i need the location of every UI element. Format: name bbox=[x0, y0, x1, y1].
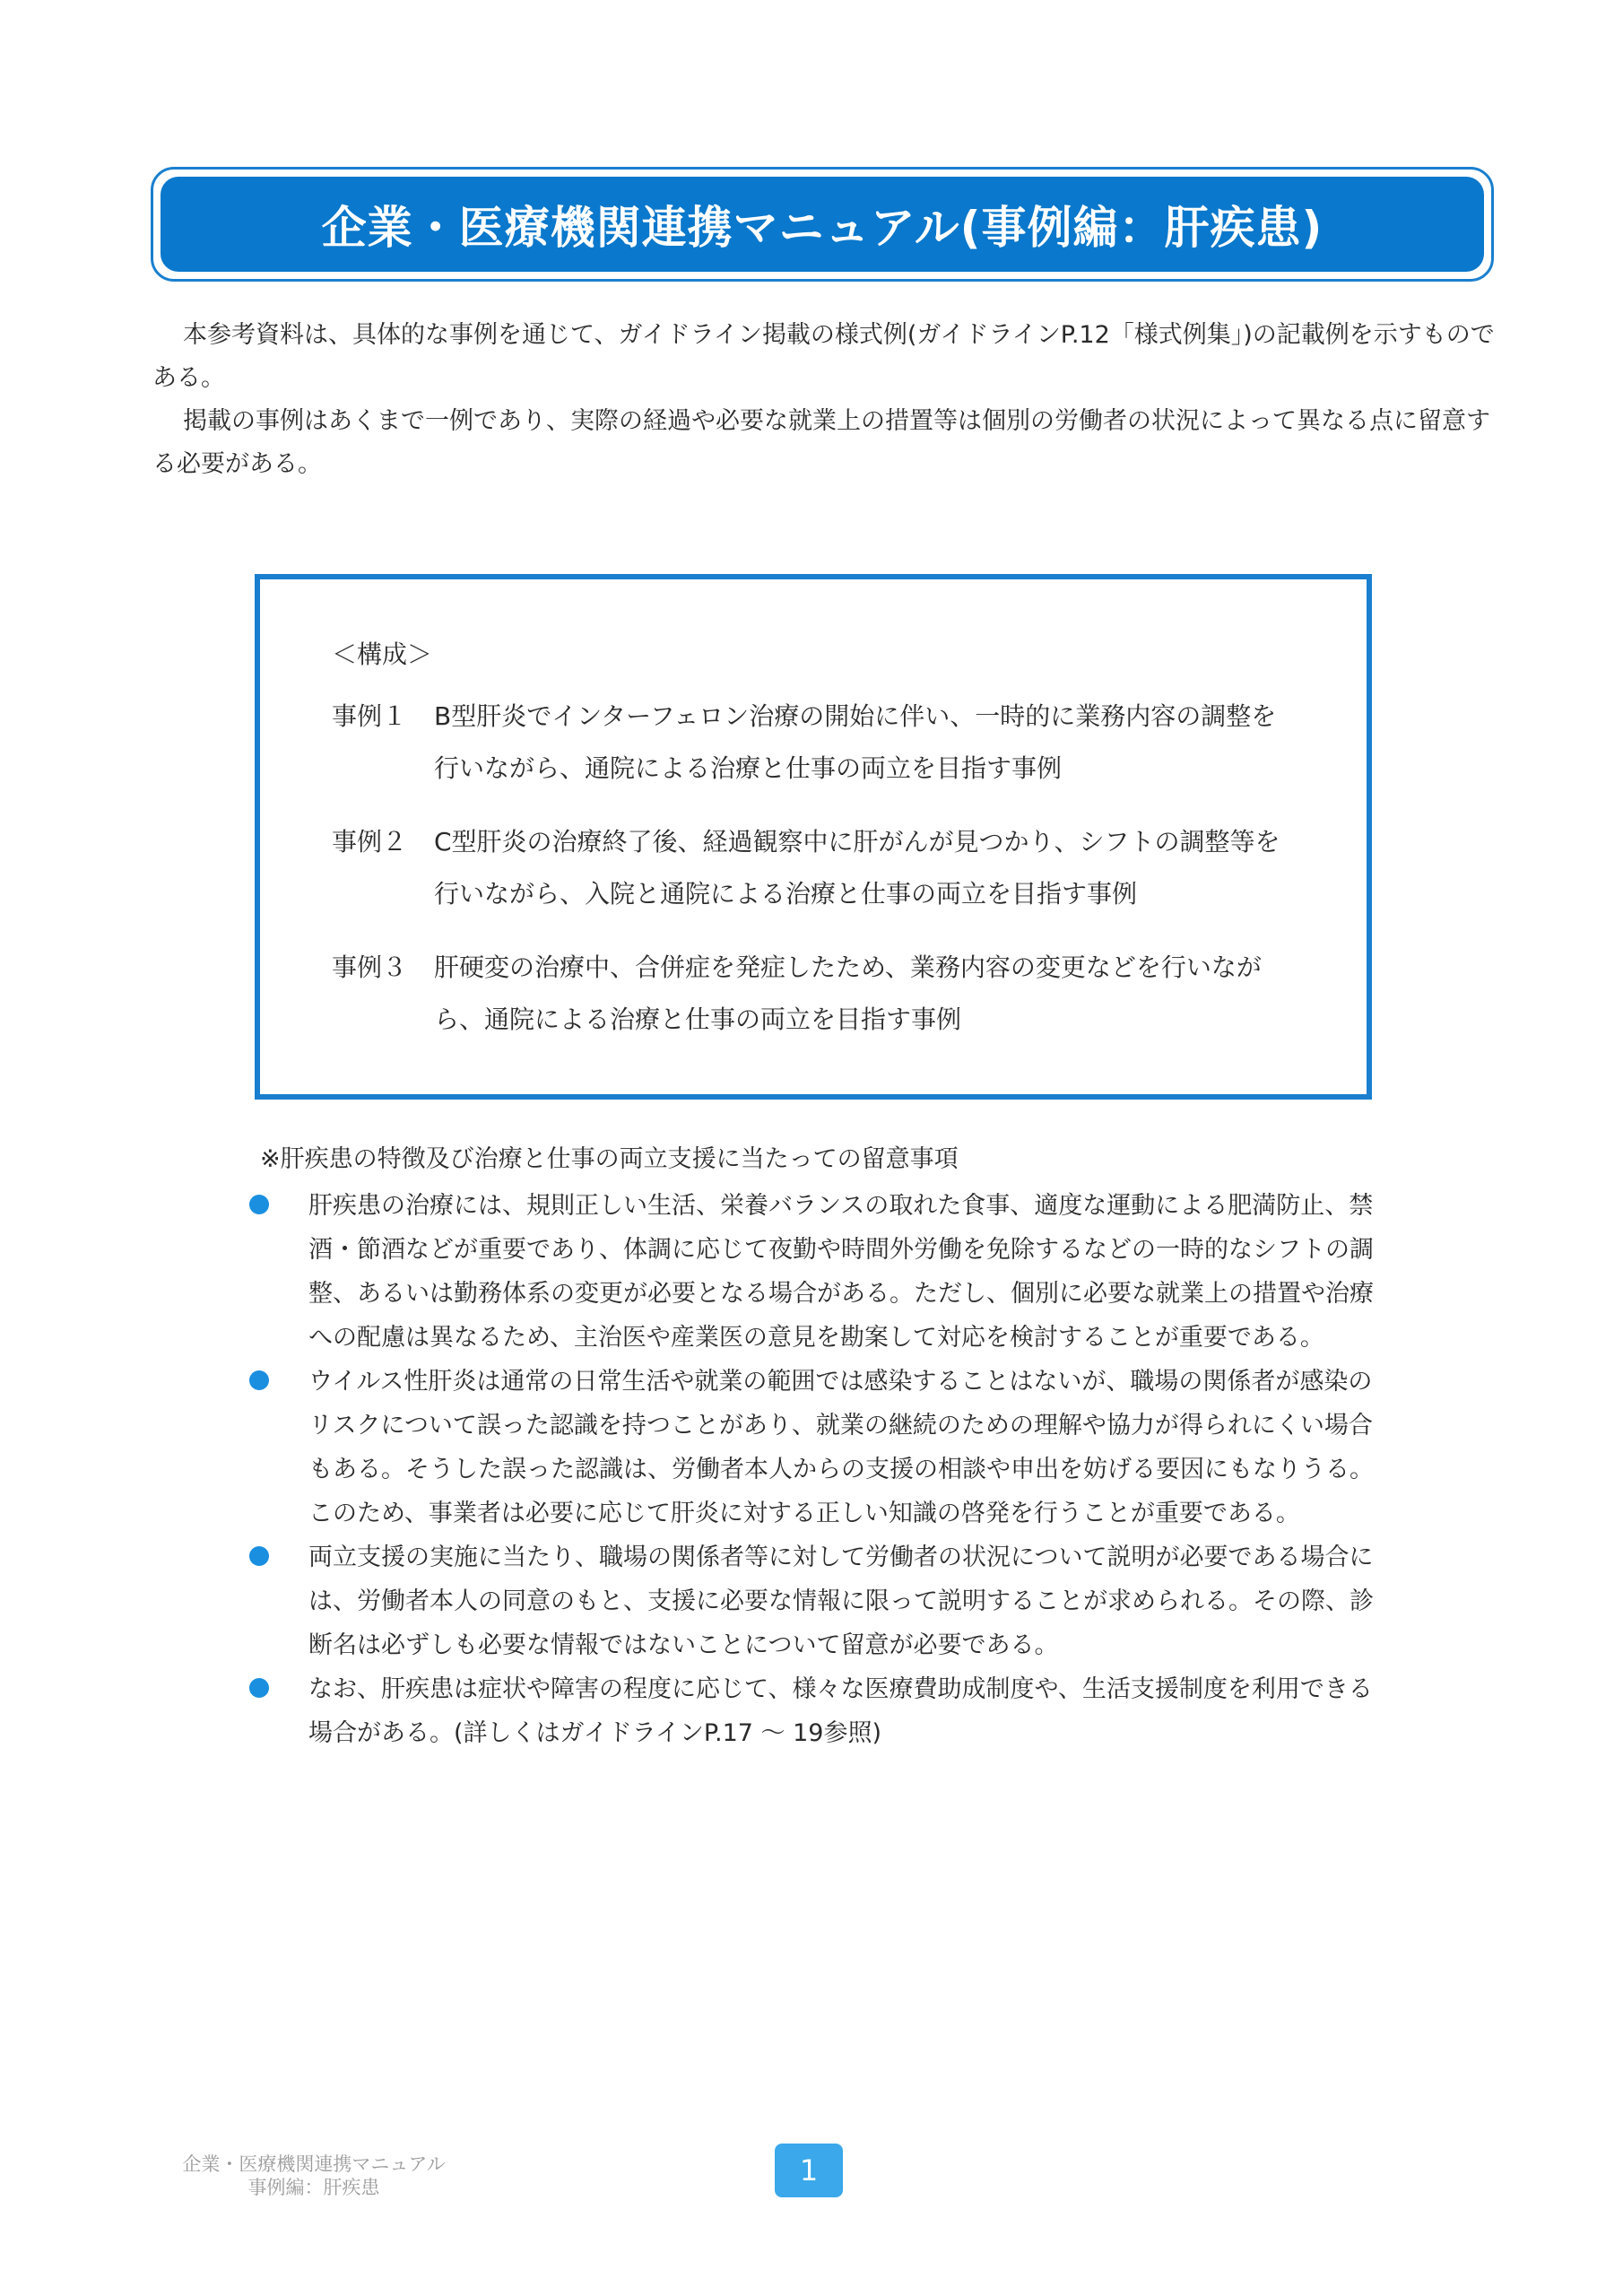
note-text: 肝疾患の治療には、規則正しい生活、栄養バランスの取れた食事、適度な運動による肥満防止、禁酒・節酒などが重要であり、体調に応じて夜勤や時間外労働を免除するなどの一時的なシフトの調整、あるいは勤務体系の変更が必要となる場合がある。ただし、個別に必要な就業上の措置や治療への配慮は異なるため、主治医や産業医の意見を勘案して対応を検討することが重要である。 bbox=[308, 1192, 1374, 1352]
note-item bbox=[260, 1535, 1390, 1667]
intro-paragraph-2: 掲載の事例はあくまで一例であり、実際の経過や必要な就業上の措置等は個別の労働者の状況によって異なる点に留意する必要がある。 bbox=[152, 407, 1490, 478]
notes-section bbox=[260, 1139, 1390, 1755]
note-text: 両立支援の実施に当たり、職場の関係者等に対して労働者の状況について説明が必要である場合には、労働者本人の同意のもと、支援に必要な情報に限って説明することが求められる。その際、診断名は必ずしも必要な情報ではないことについて留意が必要である。 bbox=[308, 1544, 1374, 1659]
footer-line-2: 事例編：肝疾患 bbox=[247, 2177, 380, 2198]
notes-title: ※肝疾患の特徴及び治療と仕事の両立支援に当たっての留意事項 bbox=[260, 1145, 959, 1173]
case-item bbox=[332, 942, 1295, 1046]
note-text: なお、肝疾患は症状や障害の程度に応じて、様々な医療費助成制度や、生活支援制度を利用できる場合がある。(詳しくはガイドラインP.17 ～ 19参照) bbox=[308, 1675, 1373, 1747]
title-banner bbox=[151, 167, 1494, 282]
intro-paragraph-1: 本参考資料は、具体的な事例を通じて、ガイドライン掲載の様式例(ガイドラインP.12「様式例集」)の記載例を示すものである。 bbox=[152, 321, 1495, 392]
note-item bbox=[260, 1184, 1390, 1360]
bullet-dot-icon bbox=[249, 1370, 269, 1390]
case-item bbox=[332, 691, 1295, 795]
case-description: C型肝炎の治療終了後、経過観察中に肝がんが見つかり、シフトの調整等を行いながら、入院と通院による治療と仕事の両立を目指す事例 bbox=[434, 827, 1280, 909]
page-title: 企業・医療機関連携マニュアル(事例編：肝疾患) bbox=[321, 202, 1324, 254]
case-description: B型肝炎でインターフェロン治療の開始に伴い、一時的に業務内容の調整を行いながら、通院による治療と仕事の両立を目指す事例 bbox=[434, 701, 1277, 783]
case-item bbox=[332, 816, 1295, 920]
structure-heading: ＜構成＞ bbox=[332, 639, 433, 669]
case-label: 事例２ bbox=[332, 827, 408, 857]
note-item bbox=[260, 1360, 1390, 1535]
intro-section bbox=[152, 314, 1497, 486]
case-description: 肝硬変の治療中、合併症を発症したため、業務内容の変更などを行いながら、通院による治療と仕事の両立を目指す事例 bbox=[434, 952, 1262, 1034]
footer-caption bbox=[161, 2152, 466, 2199]
bullet-dot-icon bbox=[249, 1546, 269, 1566]
case-label: 事例３ bbox=[332, 952, 408, 982]
note-text: ウイルス性肝炎は通常の日常生活や就業の範囲では感染することはないが、職場の関係者が感染のリスクについて誤った認識を持つことがあり、就業の継続のための理解や協力が得られにくい場合もある。そうした誤った認識は、労働者本人からの支援の相談や申出を妨げる要因にもなりうる。このため、事業者は必要に応じて肝炎に対する正しい知識の啓発を行うことが重要である。 bbox=[308, 1368, 1374, 1527]
note-item bbox=[260, 1667, 1390, 1755]
bullet-dot-icon bbox=[249, 1678, 269, 1698]
case-label: 事例１ bbox=[332, 701, 408, 731]
structure-box bbox=[255, 574, 1372, 1100]
page-number: 1 bbox=[775, 2144, 843, 2197]
title-banner-fill bbox=[161, 177, 1484, 272]
bullet-dot-icon bbox=[249, 1195, 269, 1214]
footer-line-1: 企業・医療機関連携マニュアル bbox=[182, 2153, 446, 2175]
